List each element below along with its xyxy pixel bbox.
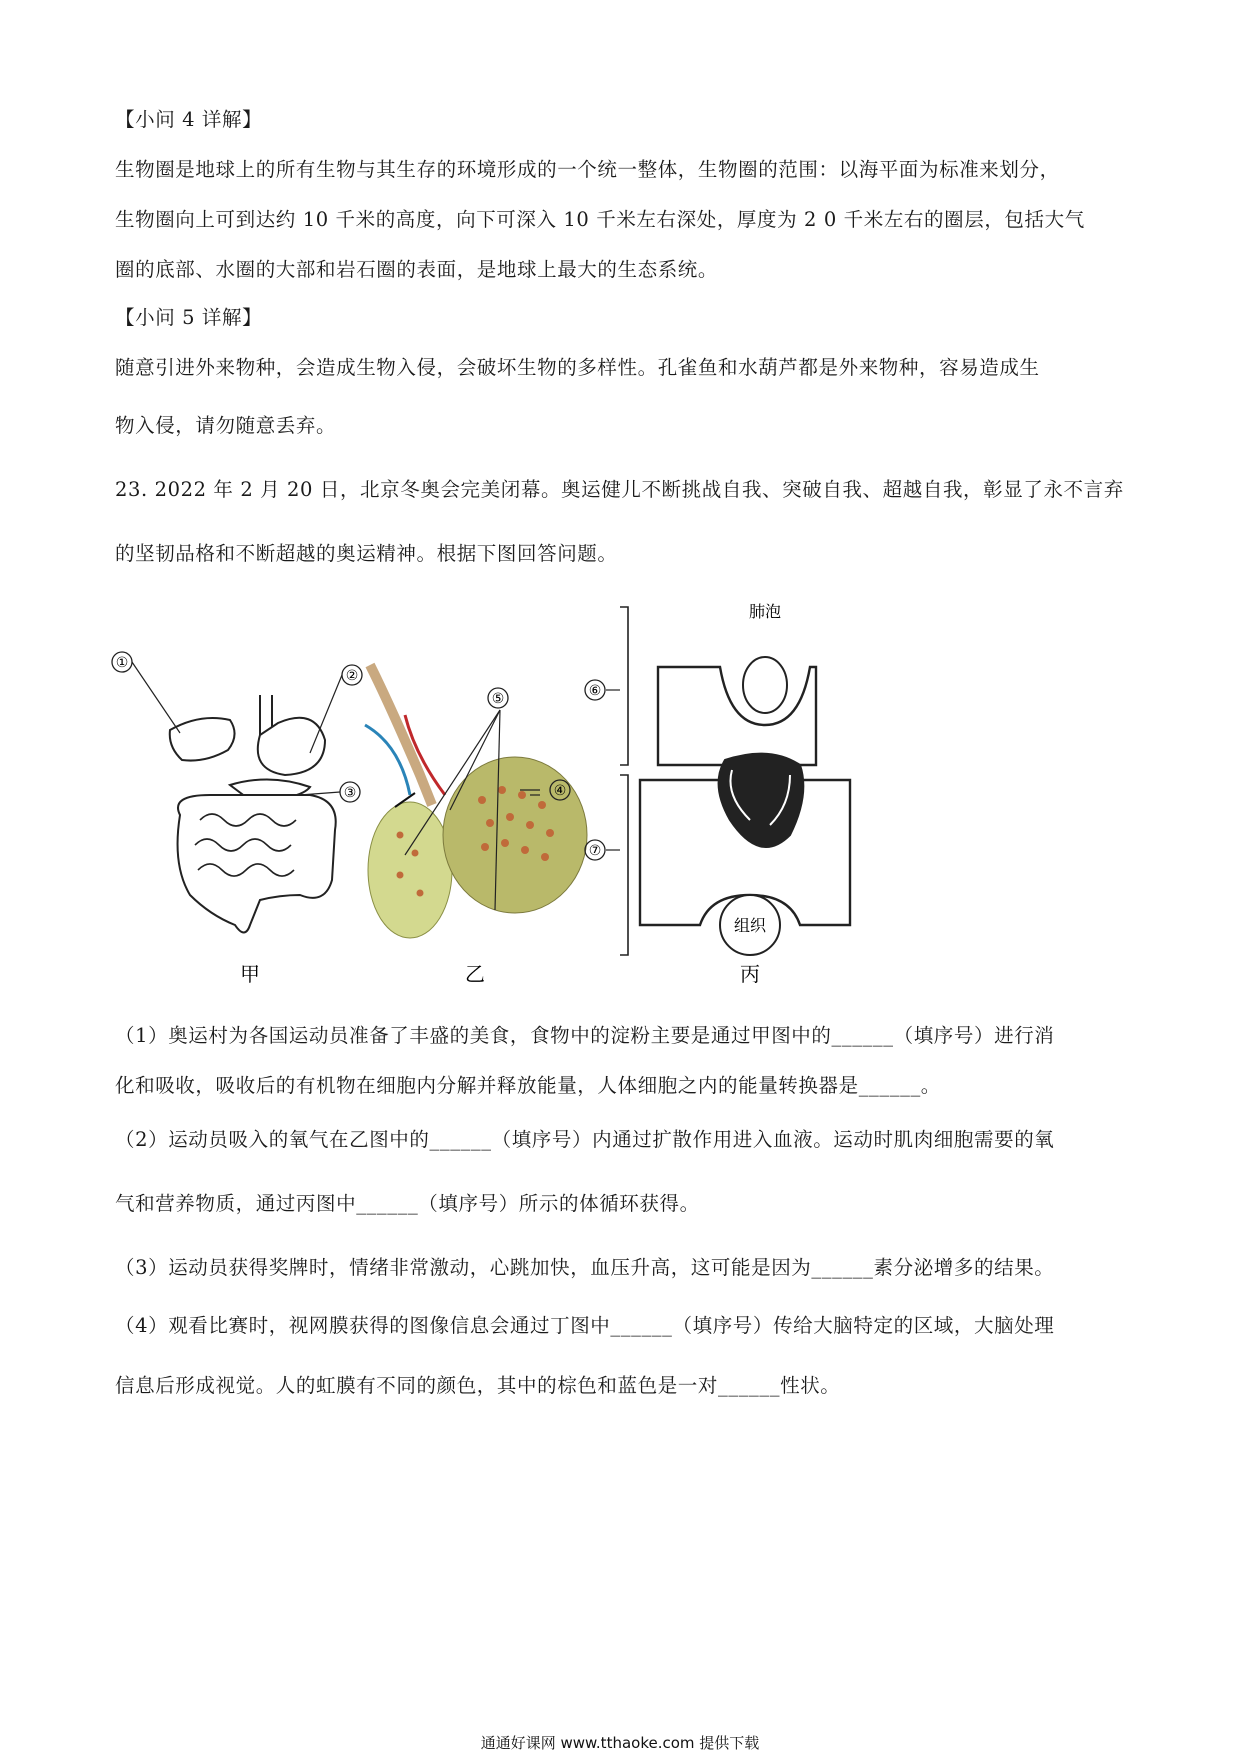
yi-label-4: ④ <box>553 783 567 799</box>
bing-label-6: ⑥ <box>588 683 602 699</box>
bracket-6 <box>620 607 628 765</box>
section4-heading: 【小问 4 详解】 <box>115 108 263 131</box>
q23-stem-line-1: 23. 2022 年 2 月 20 日，北京冬奥会完美闭幕。奥运健儿不断挑战自我、突破自我、超越自我，彰显了永不言弃 <box>115 478 1124 501</box>
figures-row <box>110 595 950 1005</box>
alveolar-sac-left <box>368 802 452 938</box>
page-footer: 通通好课网 www.tthaoke.com 提供下载 <box>480 1734 760 1752</box>
liver-shape <box>170 718 235 761</box>
question-4-line-2: 信息后形成视觉。人的虹膜有不同的颜色，其中的棕色和蓝色是一对______性状。 <box>115 1374 841 1397</box>
section4-line-3: 圈的底部、水圈的大部和岩石圈的表面，是地球上最大的生态系统。 <box>115 258 719 281</box>
jia-caption: 甲 <box>240 962 260 986</box>
pulmonary-loop <box>658 667 816 765</box>
question-3-line-1: （3）运动员获得奖牌时，情绪非常激动，心跳加快，血压升高，这可能是因为______素分泌增多的结果。 <box>115 1256 1055 1279</box>
section4-line-2: 生物圈向上可到达约 10 千米的高度，向下可深入 10 千米左右深处，厚度为 2 0 千米左右的圈层，包括大气 <box>115 208 1085 231</box>
yi-label-5: ⑤ <box>491 691 505 707</box>
figures-svg <box>110 595 950 1005</box>
section4-line-1: 生物圈是地球上的所有生物与其生存的环境形成的一个统一整体，生物圈的范围：以海平面为标准来划分， <box>115 158 1060 181</box>
yi-caption: 乙 <box>465 962 485 986</box>
question-2-line-2: 气和营养物质，通过丙图中______（填序号）所示的体循环获得。 <box>115 1192 700 1215</box>
jia-label-2: ② <box>345 668 359 684</box>
jia-label-3: ③ <box>343 785 357 801</box>
heart-shape <box>719 754 804 847</box>
section5-line-1: 随意引进外来物种，会造成生物入侵，会破坏生物的多样性。孔雀鱼和水葫芦都是外来物种，容易造成生 <box>115 356 1040 379</box>
question-1-line-1: （1）奥运村为各国运动员准备了丰盛的美食，食物中的淀粉主要是通过甲图中的______（填序号）进行消 <box>115 1024 1055 1047</box>
jia-leader-2 <box>310 675 342 753</box>
figure-bing <box>585 607 850 955</box>
bing-caption: 丙 <box>740 962 760 986</box>
question-2-line-1: （2）运动员吸入的氧气在乙图中的______（填序号）内通过扩散作用进入血液。运动时肌肉细胞需要的氧 <box>115 1128 1055 1151</box>
q23-stem-line-2: 的坚韧品格和不断超越的奥运精神。根据下图回答问题。 <box>115 542 618 565</box>
stomach-shape <box>258 718 325 775</box>
tissue-label: 组织 <box>733 916 767 935</box>
alveolus-label: 肺泡 <box>748 602 782 621</box>
bing-label-7: ⑦ <box>588 843 602 859</box>
bracket-7 <box>620 775 628 955</box>
question-4-line-1: （4）观看比赛时，视网膜获得的图像信息会通过丁图中______（填序号）传给大脑特定的区域，大脑处理 <box>115 1314 1055 1337</box>
section5-heading: 【小问 5 详解】 <box>115 306 263 329</box>
jia-label-1: ① <box>115 655 129 671</box>
jia-leader-3 <box>300 792 340 795</box>
section5-line-2: 物入侵，请勿随意丢弃。 <box>115 414 337 437</box>
question-1-line-2: 化和吸收，吸收后的有机物在细胞内分解并释放能量，人体细胞之内的能量转换器是______。 <box>115 1074 941 1097</box>
alveolus-shape <box>743 657 787 713</box>
jia-leader-1 <box>132 662 180 733</box>
figure-yi <box>365 665 587 938</box>
figure-jia <box>112 652 362 933</box>
